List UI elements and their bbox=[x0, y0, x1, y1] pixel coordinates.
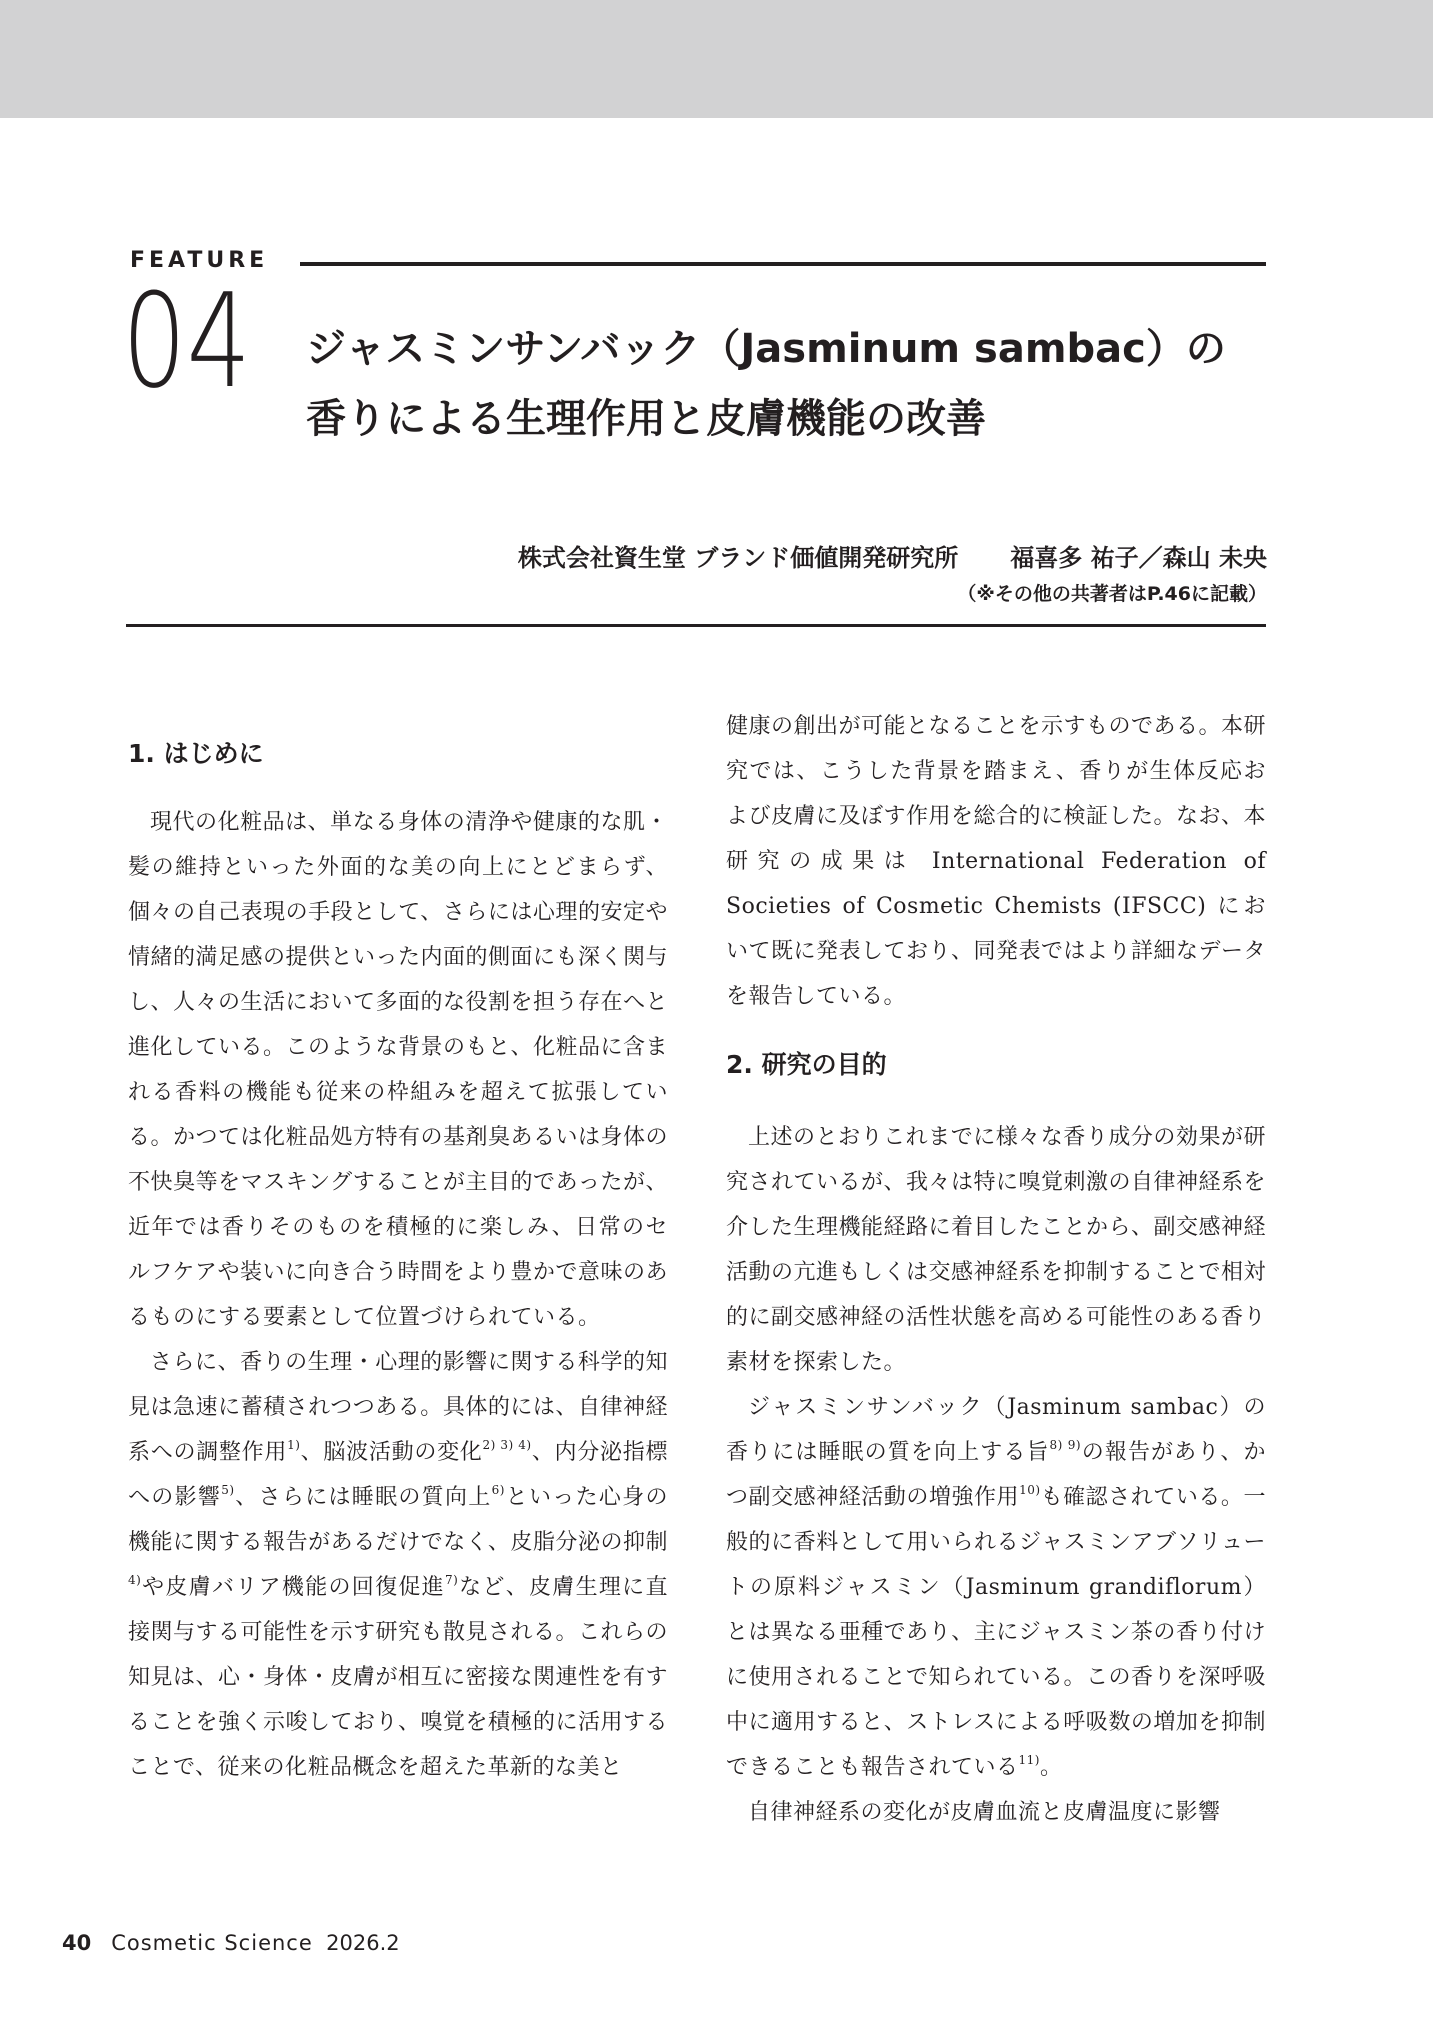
citation-ref: 11) bbox=[1018, 1753, 1040, 1767]
section-1-paragraph-2-continued: 健康の創出が可能となることを示すものである。本研究では、こうした背景を踏まえ、香りが生体反応および皮膚に及ぼす作用を総合的に検証した。なお、本研究の成果は International Federation of Societies of Cosmetic Chemists (IFSCC) において既に発表しており、同発表ではより詳細なデータを報告している。 bbox=[726, 714, 1267, 1009]
page-number: 40 bbox=[62, 1931, 92, 1955]
affiliation: 株式会社資生堂 ブランド価値開発研究所 bbox=[517, 544, 959, 572]
section-2-heading: 2. 研究の目的 bbox=[726, 1050, 887, 1079]
header-rule bbox=[300, 262, 1266, 266]
page-footer bbox=[62, 1931, 400, 1955]
journal-name: Cosmetic Science bbox=[111, 1931, 313, 1955]
issue-date: 2026.2 bbox=[326, 1931, 400, 1955]
left-column bbox=[128, 706, 668, 1790]
top-gray-band bbox=[0, 0, 1433, 118]
byline bbox=[518, 540, 1267, 608]
byline-main bbox=[518, 540, 1267, 576]
coauthor-note: （※その他の共著者はP.46に記載） bbox=[957, 583, 1267, 605]
title-line-2: 香りによる生理作用と皮膚機能の改善 bbox=[306, 396, 986, 442]
citation-ref: 7) bbox=[444, 1573, 459, 1587]
feature-label: FEATURE bbox=[130, 248, 269, 273]
citation-ref: 8) 9) bbox=[1049, 1438, 1082, 1452]
citation-ref: 5) bbox=[221, 1483, 235, 1497]
section-2-paragraph-2: ジャスミンサンバック（Jasminum sambac）の香りには睡眠の質を向上する旨$^{8) 9)}$の報告があり、かつ副交感神経活動の増強作用$^{10)}$も確認されている。一般的に香料として用いられるジャスミンアブソリュートの原料ジャスミン（Jasminum grandiflorum）とは異なる亜種であり、主にジャスミン茶の香り付けに使用されることで知られている。この香りを深呼吸中に適用すると、ストレスによる呼吸数の増加を抑制できることも報告されている$^{11)}$。 bbox=[726, 1395, 1267, 1780]
citation-ref: 1) bbox=[287, 1438, 301, 1452]
section-1-heading: 1. はじめに bbox=[128, 739, 264, 768]
citation-ref: 4) bbox=[128, 1573, 142, 1587]
feature-number: 04 bbox=[122, 265, 252, 417]
citation-ref: 2) 3) 4) bbox=[482, 1438, 532, 1452]
section-1-paragraph-2: さらに、香りの生理・心理的影響に関する科学的知見は急速に蓄積されつつある。具体的には、自律神経系への調整作用$^{1)}$、脳波活動の変化$^{2) 3) 4)}$、内分泌指標への影響$^{5)}$、さらには睡眠の質向上$^{6)}$といった心身の機能に関する報告があるだけでなく、皮脂分泌の抑制$^{4)}$や皮膚バリア機能の回復促進$^{7)}$など、皮膚生理に直接関与する可能性を示す研究も散見される。これらの知見は、心・身体・皮膚が相互に密接な関連性を有することを強く示唆しており、嗅覚を積極的に活用することで、従来の化粧品概念を超えた革新的な美と bbox=[128, 1350, 669, 1780]
right-column bbox=[726, 704, 1266, 1835]
section-1-paragraph-1: 現代の化粧品は、単なる身体の清浄や健康的な肌・髪の維持といった外面的な美の向上にとどまらず、個々の自己表現の手段として、さらには心理的安定や情緒的満足感の提供といった内面的側面にも深く関与し、人々の生活において多面的な役割を担う存在へと進化している。このような背景のもと、化粧品に含まれる香料の機能も従来の枠組みを超えて拡張している。かつては化粧品処方特有の基剤臭あるいは身体の不快臭等をマスキングすることが主目的であったが、近年では香りそのものを積極的に楽しみ、日常のセルフケアや装いに向き合う時間をより豊かで意味のあるものにする要素として位置づけられている。 bbox=[128, 810, 669, 1330]
byline-rule bbox=[126, 624, 1266, 627]
authors: 福喜多 祐子／森山 未央 bbox=[1010, 544, 1267, 572]
citation-ref: 10) bbox=[1019, 1483, 1041, 1497]
article-title bbox=[306, 314, 1266, 454]
section-2-paragraph-1: 上述のとおりこれまでに様々な香り成分の効果が研究されているが、我々は特に嗅覚刺激の自律神経系を介した生理機能経路に着目したことから、副交感神経活動の亢進もしくは交感神経系を抑制することで相対的に副交感神経の活性状態を高める可能性のある香り素材を探索した。 bbox=[726, 1125, 1267, 1375]
citation-ref: 6) bbox=[491, 1483, 505, 1497]
title-line-1: ジャスミンサンバック（Jasminum sambac）の bbox=[306, 326, 1226, 372]
section-2-paragraph-3: 自律神経系の変化が皮膚血流と皮膚温度に影響 bbox=[748, 1800, 1221, 1825]
